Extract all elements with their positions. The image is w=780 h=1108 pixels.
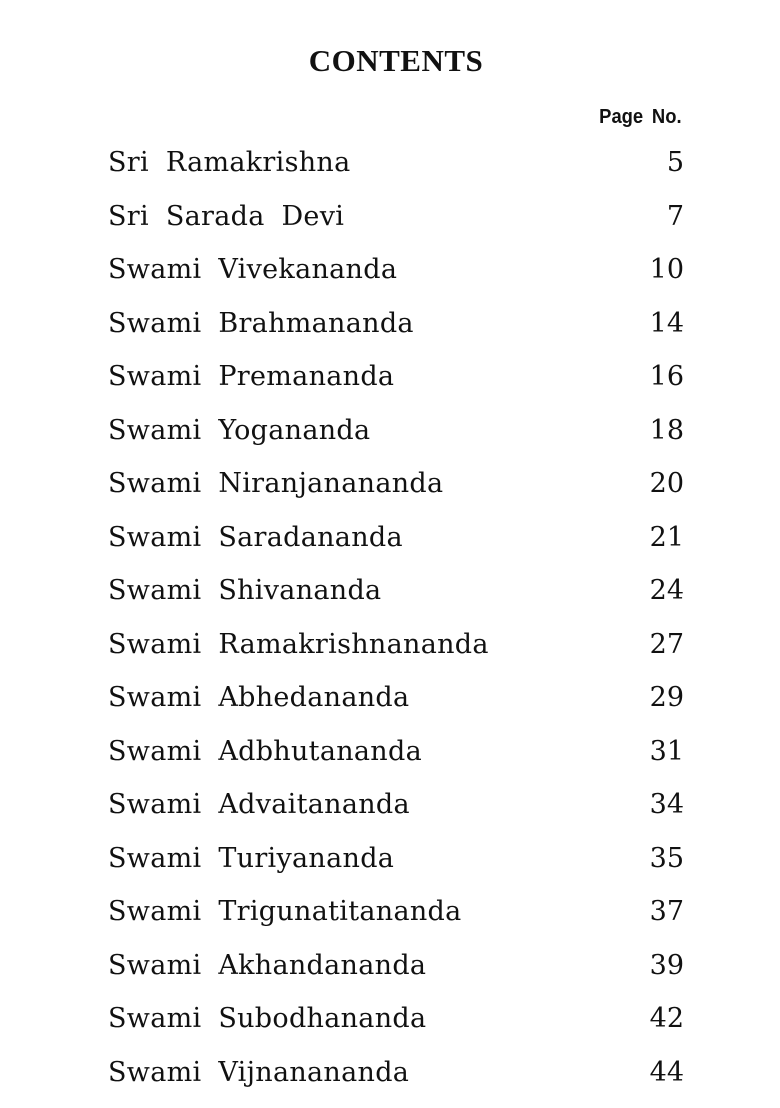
- toc-entry: [108, 355, 684, 409]
- toc-entry: [108, 516, 684, 570]
- toc-entry-page: 34: [649, 789, 684, 820]
- toc-entry-page: 21: [649, 521, 684, 553]
- toc-entry-page: 42: [649, 1003, 684, 1034]
- toc-entry: [108, 462, 684, 516]
- toc-entry: [108, 248, 684, 302]
- toc-entry-title: Swami Niranjanananda: [108, 468, 444, 499]
- toc-entry: [108, 783, 684, 837]
- toc-entry-title: Swami Premananda: [108, 361, 395, 392]
- table-of-contents: [108, 141, 684, 1104]
- toc-entry-title: Swami Subodhananda: [108, 1003, 427, 1034]
- toc-entry: [108, 141, 684, 195]
- toc-entry-title: Swami Abhedananda: [108, 682, 410, 713]
- toc-entry-page: 24: [649, 575, 684, 606]
- toc-entry-page: 7: [666, 200, 684, 232]
- toc-entry-title: Swami Trigunatitananda: [108, 896, 462, 927]
- toc-entry-page: 5: [666, 147, 684, 178]
- toc-entry: [108, 1051, 684, 1105]
- toc-entry-page: 39: [649, 949, 684, 981]
- toc-entry: [108, 623, 684, 677]
- toc-entry-title: Swami Vivekananda: [108, 254, 398, 285]
- toc-entry-page: 20: [649, 468, 684, 499]
- toc-entry-title: Swami Saradananda: [108, 521, 403, 553]
- toc-entry-title: Swami Adbhutananda: [108, 735, 422, 767]
- toc-entry-page: 14: [649, 307, 684, 339]
- page-no-column-header: Page No.: [599, 106, 682, 128]
- toc-entry-page: 44: [649, 1056, 684, 1088]
- toc-entry-title: Sri Sarada Devi: [108, 200, 345, 232]
- toc-entry-title: Swami Brahmananda: [108, 307, 414, 339]
- toc-entry-page: 37: [649, 896, 684, 927]
- toc-entry-page: 29: [649, 682, 684, 713]
- toc-entry-title: Swami Turiyananda: [108, 842, 395, 874]
- toc-entry-title: Swami Yogananda: [108, 414, 371, 446]
- toc-entry-page: 16: [649, 361, 684, 392]
- toc-entry-title: Sri Ramakrishna: [108, 147, 351, 178]
- toc-entry: [108, 676, 684, 730]
- toc-entry: [108, 944, 684, 998]
- toc-entry: [108, 302, 684, 356]
- toc-entry-page: 10: [649, 254, 684, 285]
- toc-entry: [108, 730, 684, 784]
- toc-entry-title: Swami Ramakrishnananda: [108, 628, 489, 660]
- toc-entry: [108, 569, 684, 623]
- page-title: CONTENTS: [308, 42, 484, 78]
- toc-entry-page: 31: [649, 735, 684, 767]
- toc-entry-title: Swami Shivananda: [108, 575, 382, 606]
- toc-entry-page: 18: [649, 414, 684, 446]
- toc-entry-title: Swami Advaitananda: [108, 789, 410, 820]
- toc-entry: [108, 890, 684, 944]
- toc-entry-page: 27: [649, 628, 684, 660]
- toc-entry-title: Swami Akhandananda: [108, 949, 427, 981]
- toc-entry-page: 35: [649, 842, 684, 874]
- toc-entry: [108, 837, 684, 891]
- toc-entry-title: Swami Vijnanananda: [108, 1056, 410, 1088]
- toc-entry: [108, 195, 684, 249]
- toc-entry: [108, 997, 684, 1051]
- toc-entry: [108, 409, 684, 463]
